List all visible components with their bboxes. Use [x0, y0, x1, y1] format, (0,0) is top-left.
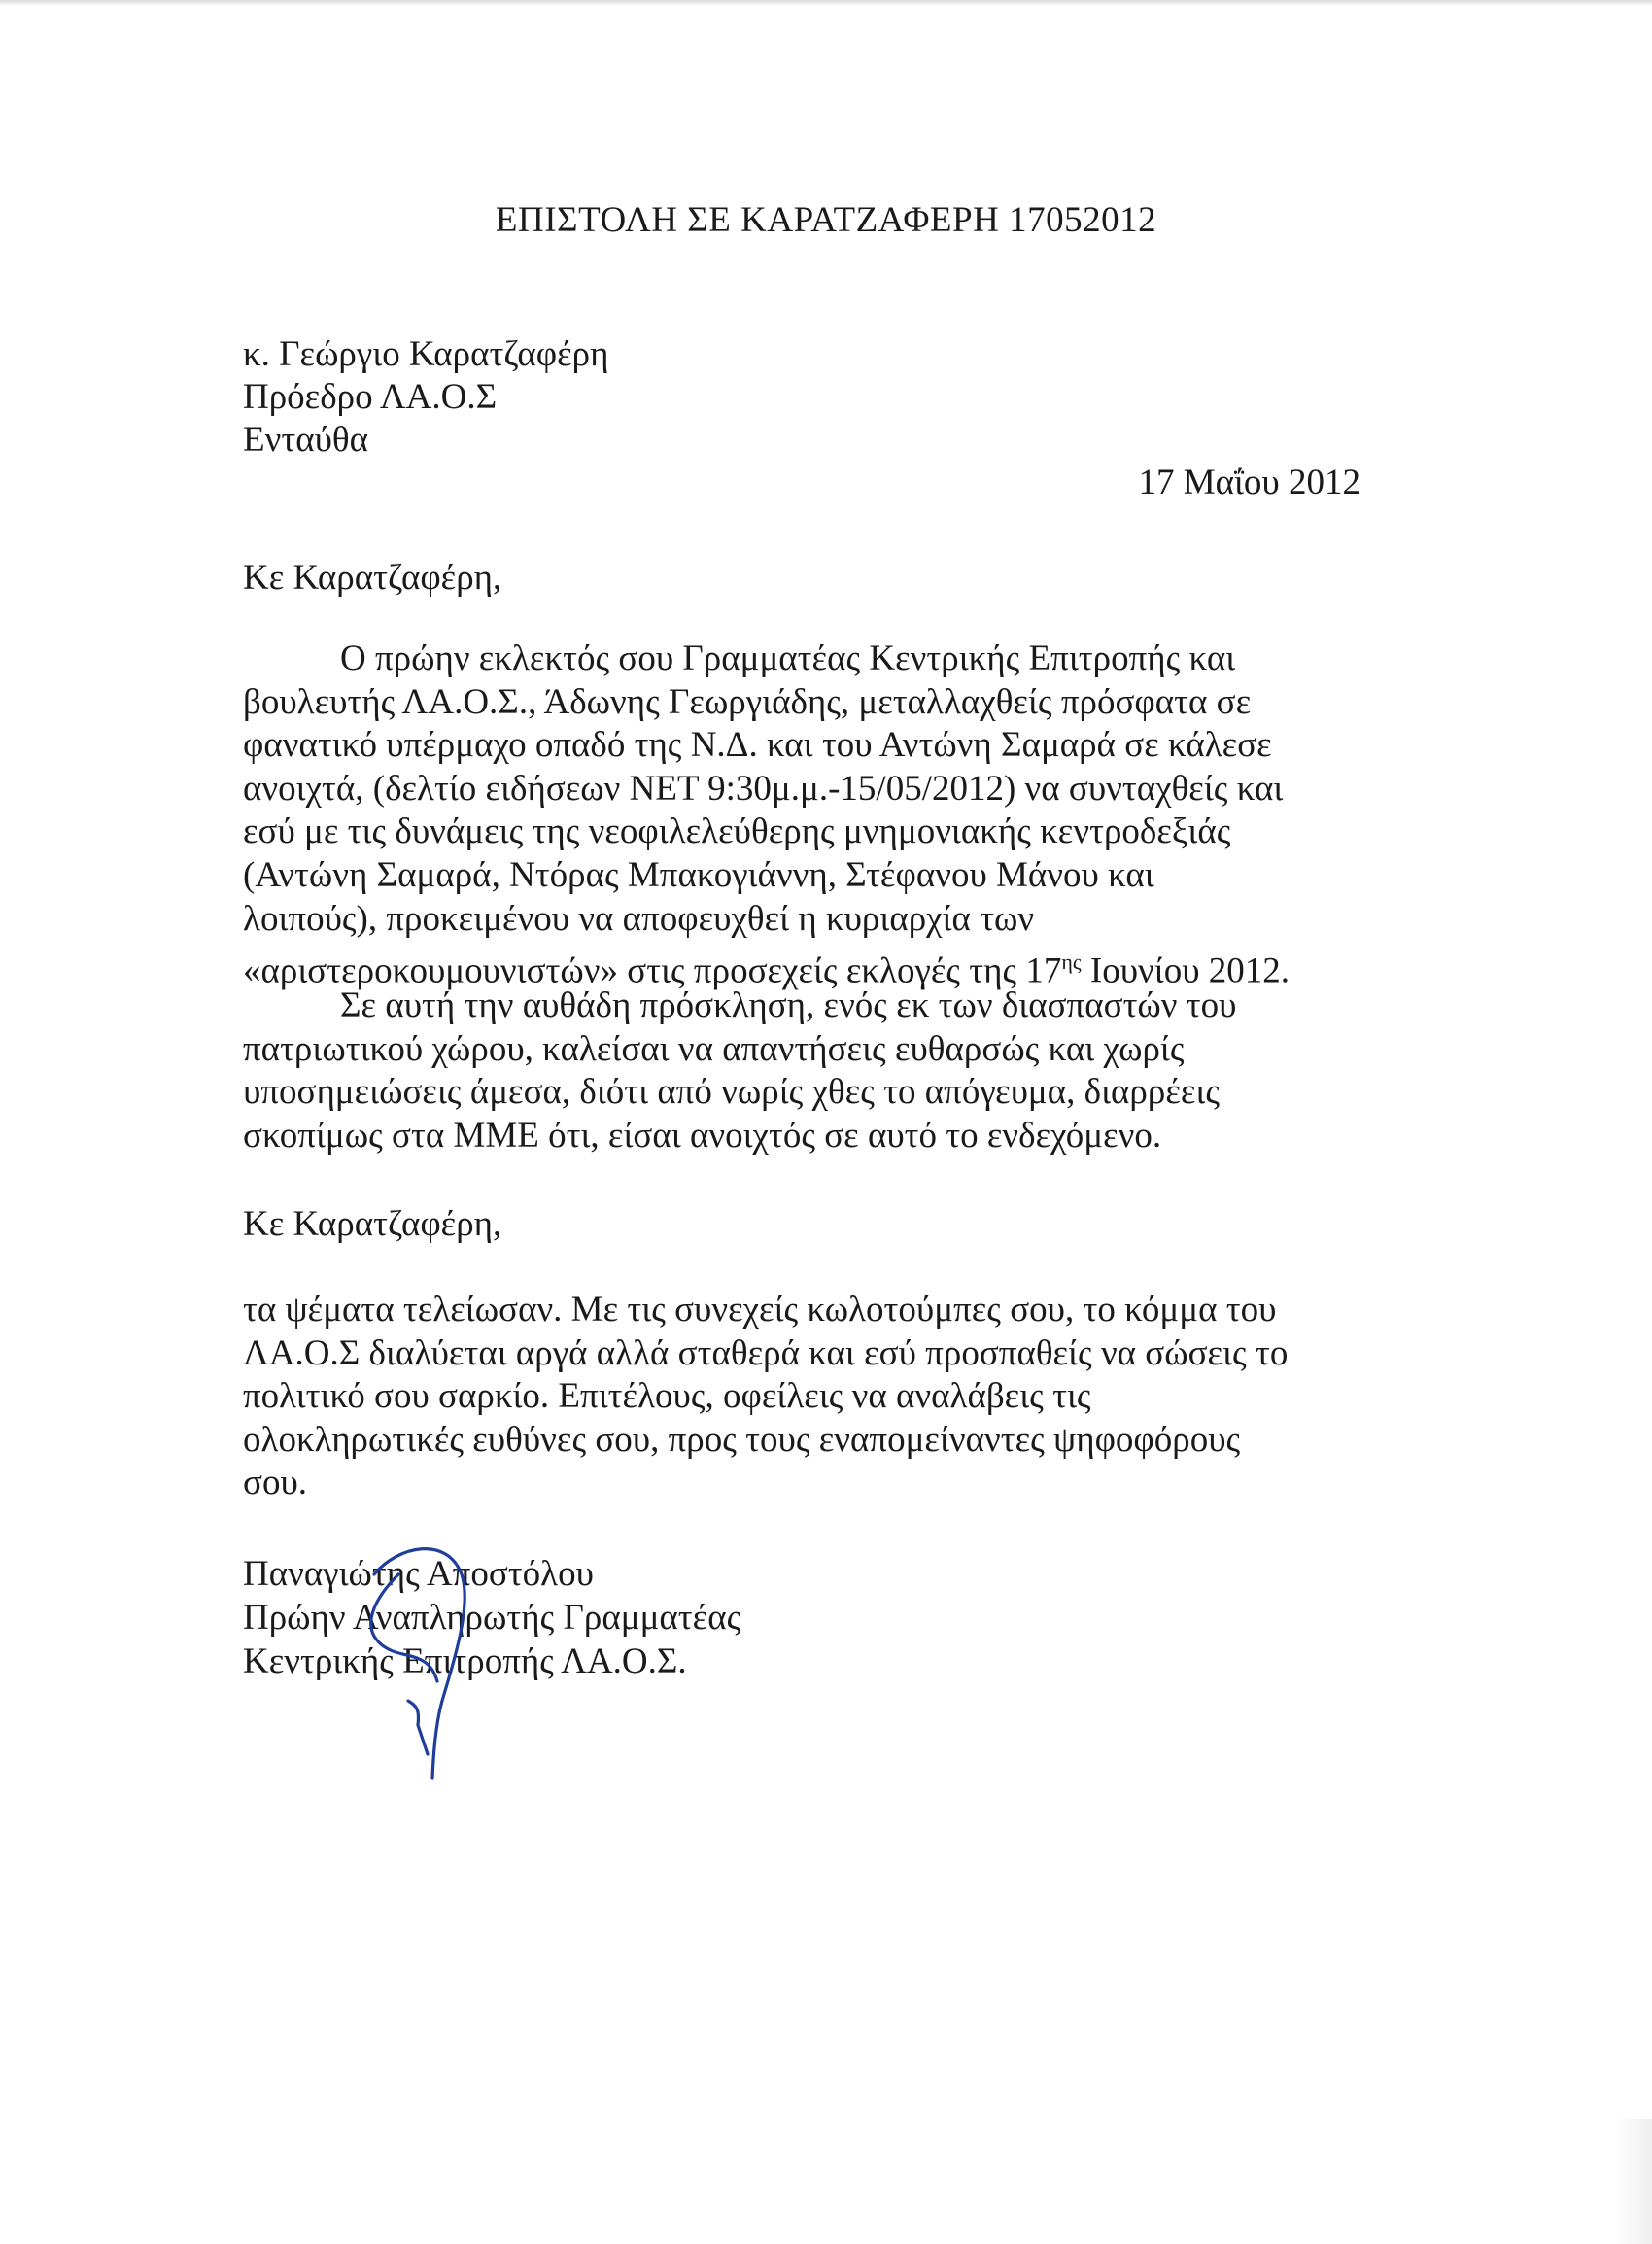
recipient-title: Πρόεδρο ΛΑ.Ο.Σ	[243, 377, 498, 417]
paragraph-3-line: ολοκληρωτικές ευθύνες σου, προς τους εναπομείναντες ψηφοφόρους	[243, 1419, 1241, 1460]
paragraph-3-line: σου.	[243, 1463, 308, 1503]
paragraph-2-line: υποσημειώσεις άμεσα, διότι από νωρίς χθες το απόγευμα, διαρρέεις	[243, 1072, 1221, 1113]
paragraph-1	[243, 638, 1360, 993]
letter-date: 17 Μαΐου 2012	[1138, 463, 1360, 502]
paragraph-3-line: τα ψέματα τελείωσαν. Με τις συνεχείς κωλοτούμπες σου, το κόμμα του	[243, 1290, 1277, 1329]
closing-position: Πρώην Αναπληρωτής Γραμματέας	[243, 1598, 741, 1638]
paragraph-3	[243, 1289, 1360, 1505]
paragraph-1-line: (Αντώνη Σαμαρά, Ντόρας Μπακογιάννη, Στέφανου Μάνου και	[243, 854, 1154, 895]
paragraph-1-line: ανοιχτά, (δελτίο ειδήσεων ΝΕΤ 9:30μ.μ.-15/05/2012) να συνταχθείς και	[243, 768, 1284, 809]
salutation-second: Κε Καρατζαφέρη,	[243, 1204, 502, 1244]
handwritten-signature	[340, 1536, 476, 1788]
ordinal-superscript: ης	[1061, 949, 1082, 975]
paragraph-3-line: ΛΑ.Ο.Σ διαλύεται αργά αλλά σταθερά και εσύ προσπαθείς να σώσεις το	[243, 1332, 1289, 1373]
recipient-location: Ενταύθα	[243, 420, 369, 460]
paragraph-1-tail: Ιουνίου 2012.	[1081, 950, 1291, 991]
paragraph-1-line: λοιπούς), προκειμένου να αποφευχθεί η κυριαρχία των	[243, 898, 1035, 939]
paragraph-1-line: «αριστεροκουμουνιστών» στις προσεχείς εκλογές της 17	[243, 950, 1062, 991]
paragraph-1-line: βουλευτής ΛΑ.Ο.Σ., Άδωνης Γεωργιάδης, μεταλλαχθείς πρόσφατα σε	[243, 681, 1252, 722]
recipient-name: κ. Γεώργιο Καρατζαφέρη	[243, 334, 609, 374]
scan-right-shadow	[1613, 2119, 1652, 2244]
scan-top-edge	[0, 0, 1652, 6]
paragraph-2-line: σκοπίμως στα ΜΜΕ ότι, είσαι ανοιχτός σε αυτό το ενδεχόμενο.	[243, 1115, 1162, 1156]
paragraph-1-line: εσύ με τις δυνάμεις της νεοφιλελεύθερης μνημονιακής κεντροδεξιάς	[243, 811, 1231, 852]
paragraph-2	[243, 984, 1360, 1157]
closing-committee: Κεντρικής Επιτροπής ΛΑ.Ο.Σ.	[243, 1641, 687, 1681]
paragraph-3-line: πολιτικό σου σαρκίο. Επιτέλους, οφείλεις να αναλάβεις τις	[243, 1376, 1091, 1417]
paragraph-1-line: φανατικό υπέρμαχο οπαδό της Ν.Δ. και του Αντώνη Σαμαρά σε κάλεσε	[243, 725, 1272, 766]
paragraph-2-line: Σε αυτή την αυθάδη πρόσκληση, ενός εκ των διασπαστών του	[340, 985, 1237, 1025]
closing-name: Παναγιώτης Αποστόλου	[243, 1554, 594, 1594]
letter-title: ΕΠΙΣΤΟΛΗ ΣΕ ΚΑΡΑΤΖΑΦΕΡΗ 17052012	[495, 200, 1157, 240]
signature-stroke	[371, 1549, 465, 1778]
salutation-first: Κε Καρατζαφέρη,	[243, 558, 502, 598]
paragraph-2-line: πατριωτικού χώρου, καλείσαι να απαντήσεις ευθαρσώς και χωρίς	[243, 1028, 1185, 1069]
paragraph-1-line: Ο πρώην εκλεκτός σου Γραμματέας Κεντρικής Επιτροπής και	[340, 639, 1236, 678]
